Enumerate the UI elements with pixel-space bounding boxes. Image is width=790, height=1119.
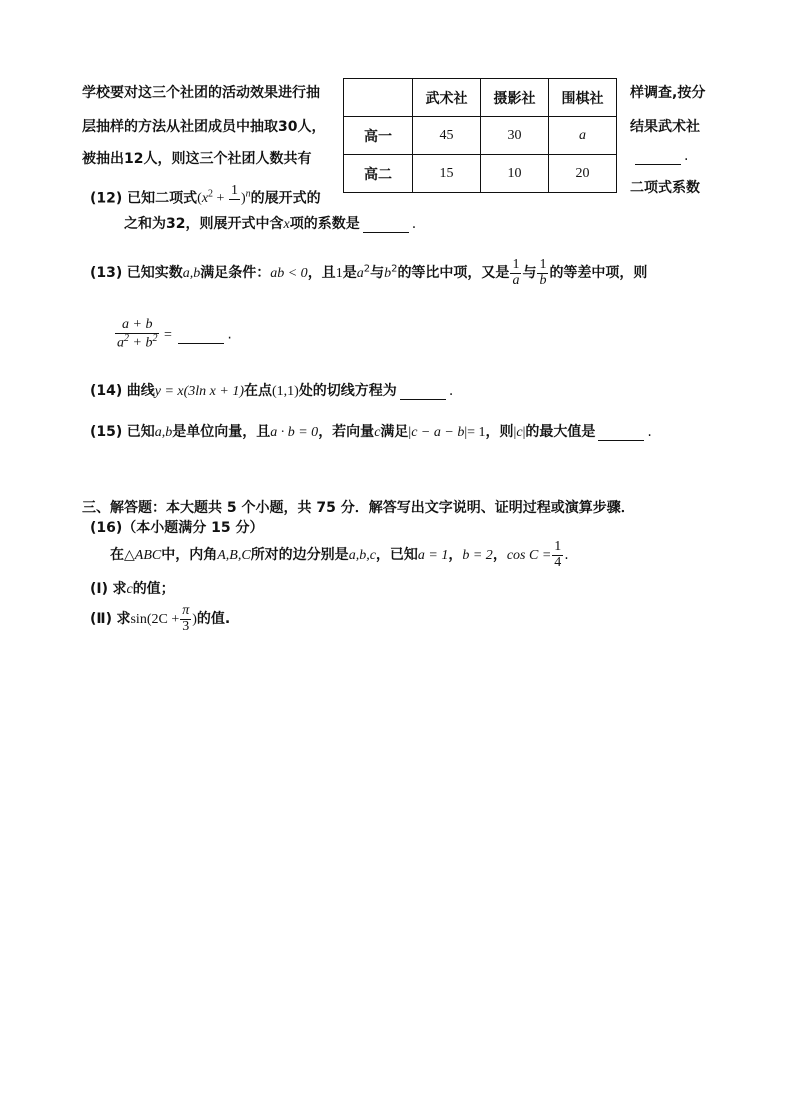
q11-right-line-3: 二项式系数 <box>630 180 700 196</box>
q11-left-line-2: 层抽样的方法从社团成员中抽取30人， <box>82 119 326 135</box>
q12-line2-b: 项的系数是 <box>289 216 360 232</box>
q16-statement: 在△ABC中，内角A,B,C所对的边分别是a,b,c，已知a = 1，b = 2，cos C = $\frac{1}{4}$ . <box>110 539 569 570</box>
q14-text-1: 曲线 <box>126 383 155 399</box>
q13-condition: ab < 0 <box>270 266 308 282</box>
club-table <box>343 78 617 193</box>
q16-text-2: 中，内角 <box>161 547 218 564</box>
q16-sides: a,b,c <box>348 548 376 564</box>
header-wushu: 武术社 <box>413 79 481 117</box>
table-cell: 15 <box>413 155 481 193</box>
q13-text-6: 的等比中项，又是 <box>397 265 510 282</box>
q16-text-1: 在△ <box>110 547 135 564</box>
table-row <box>344 117 617 155</box>
table-corner-cell <box>344 79 413 117</box>
row-label-grade2: 高二 <box>344 155 413 193</box>
q13-expression: $\frac{a + b}{a^2 + b^2}$ = . <box>117 317 232 351</box>
q12-var-x: x <box>283 217 290 232</box>
q16-part2-label: (Ⅱ) <box>90 611 113 628</box>
q15-text-2: 是单位向量，且 <box>172 424 271 440</box>
q16-header <box>90 517 264 537</box>
q16-abc: ABC <box>134 548 162 564</box>
q15-ab: a,b <box>154 425 173 440</box>
q13-text-3: ，且 <box>307 265 336 282</box>
q13-label: (13) <box>90 265 123 282</box>
section-3-title: 三、解答题：本大题共 5 个小题，共 75 分．解答写出文字说明、证明过程或演算步骤． <box>82 500 635 516</box>
q16-a-eq: a = 1 <box>417 548 449 564</box>
q13-text-5: 与 <box>370 265 385 282</box>
q14-text-3: 处的切线方程为 <box>298 383 397 399</box>
q15-text-1: 已知 <box>126 424 155 440</box>
q15-line: (15) 已知a,b是单位向量，且a · b = 0，若向量c满足|c − a − b|= 1，则|c|的最大值是 . <box>90 424 652 440</box>
q12-label: (12) <box>90 190 123 207</box>
table-cell: 20 <box>549 155 617 193</box>
header-weiqi: 围棋社 <box>549 79 617 117</box>
table-row <box>344 155 617 193</box>
q13-ab: a,b <box>182 266 201 282</box>
q14-curve: y = x(3ln x + 1) <box>154 384 244 399</box>
q15-text-6: 的最大值是 <box>525 424 596 440</box>
q16-text-4: ，已知 <box>375 547 418 564</box>
q16-part-1 <box>90 578 175 598</box>
q11-right-line-2: 结果武术社 <box>630 119 700 135</box>
q16-part2-text: 求 <box>116 611 131 628</box>
q12-text-a: 已知二项式 <box>127 190 198 207</box>
q11-right-line-1: 样调查,按分 <box>630 85 706 101</box>
q14-point: (1,1) <box>271 384 299 399</box>
q12-line-1: (12) 已知二项式($x^2$ + 1 )$^n$的展开式的 <box>90 183 321 207</box>
q16-part-2: (Ⅱ) 求sin(2C + $\frac{\pi}{3}$ )的值. <box>90 603 231 634</box>
q13-one: 1 <box>335 266 343 282</box>
table-cell: 10 <box>481 155 549 193</box>
q16-note: （本小题满分 15 分） <box>122 520 264 536</box>
q15-eq: = 1 <box>467 425 486 440</box>
table-header-row <box>344 79 617 117</box>
q16-part2-expr-a: sin(2C + <box>130 612 180 628</box>
q12-line-2: 之和为32，则展开式中含x项的系数是 . <box>124 216 417 232</box>
q15-text-5: ，则 <box>485 424 514 440</box>
table-cell: 45 <box>413 117 481 155</box>
header-sheying: 摄影社 <box>481 79 549 117</box>
q13-line-1: (13) 已知实数a,b满足条件：ab < 0，且1是$a^2$与$b^2$的等比中项，又是 $\frac{1}{a}$ 与 $\frac{1}{b}$ 的等差中项，则 <box>90 257 648 288</box>
q13-text-1: 已知实数 <box>126 265 183 282</box>
q13-text-8: 的等差中项，则 <box>549 265 648 282</box>
q13-text-7: 与 <box>522 265 537 282</box>
q16-angles: A,B,C <box>217 548 251 564</box>
q14-text-2: 在点 <box>243 383 272 399</box>
q15-abs-expr: c − a − b <box>411 425 465 440</box>
q16-b-eq: b = 2 <box>462 548 493 564</box>
q16-part1-text: 求 <box>112 581 127 597</box>
q13-text-2: 满足条件： <box>200 265 271 282</box>
q12-line2-a: 之和为32，则展开式中含 <box>124 216 284 232</box>
q11-answer-blank: . <box>632 148 688 165</box>
q16-part1-label: (Ⅰ) <box>90 581 109 597</box>
q15-text-4: 满足 <box>380 424 409 440</box>
q16-label: (16) <box>90 520 123 536</box>
q15-c: c <box>374 425 381 440</box>
table-cell: 30 <box>481 117 549 155</box>
q16-cos: cos C = <box>506 548 552 564</box>
q16-text-3: 所对的边分别是 <box>250 547 349 564</box>
table-cell: a <box>549 117 617 155</box>
q15-dot: a · b = 0 <box>270 425 319 440</box>
q16-part2-expr-b: ) <box>192 612 197 628</box>
q14-line: (14) 曲线y = x(3ln x + 1)在点(1,1)处的切线方程为 . <box>90 383 454 399</box>
row-label-grade1: 高一 <box>344 117 413 155</box>
q14-label: (14) <box>90 383 123 399</box>
q16-part2-end: 的值. <box>196 611 231 628</box>
q12-text-b: 的展开式的 <box>250 190 321 207</box>
q11-left-line-3: 被抽出12人，则这三个社团人数共有 <box>82 151 312 167</box>
q11-left-line-1: 学校要对这三个社团的活动效果进行抽 <box>82 85 320 101</box>
q16-part1-c: c <box>126 582 133 597</box>
q15-text-3: ，若向量 <box>318 424 375 440</box>
q16-part1-end: 的值； <box>132 581 175 597</box>
q13-text-4: 是 <box>342 265 357 282</box>
q15-label: (15) <box>90 424 123 440</box>
